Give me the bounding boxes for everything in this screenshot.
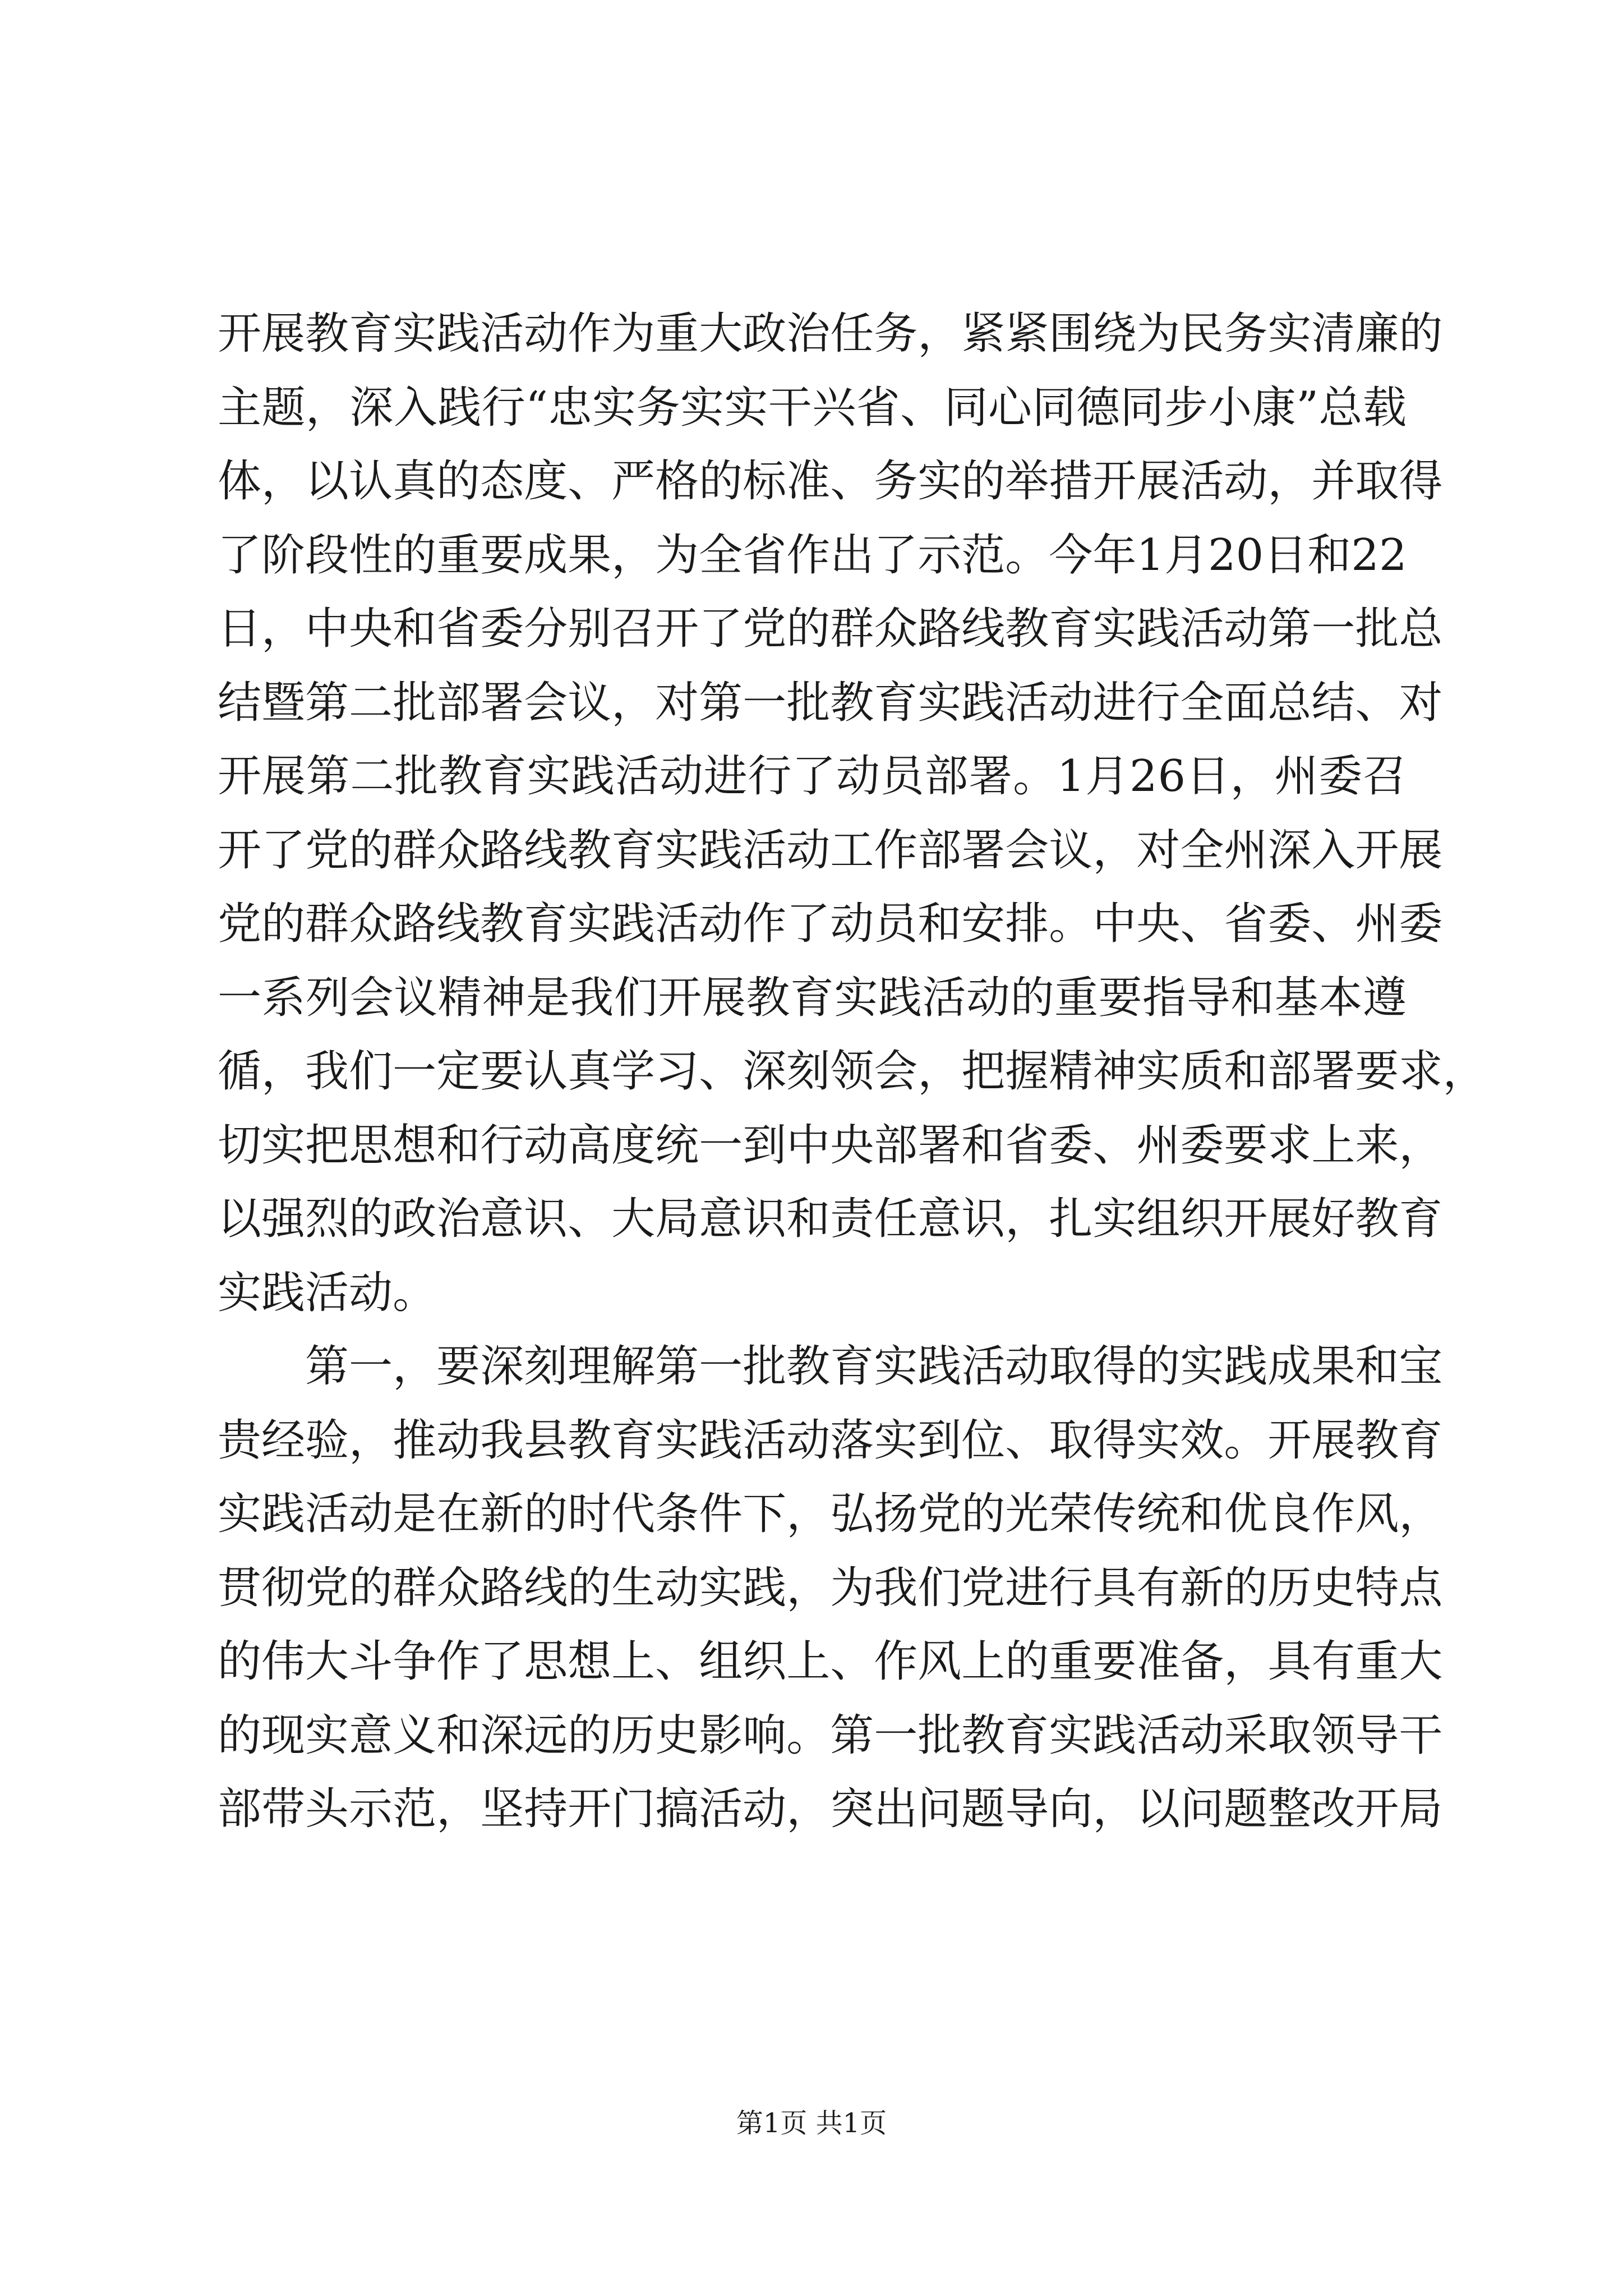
paragraph-line: 切 实 把 思 想 和 行 动 高 度 统 一 到 中 央 部 署 和 省 委 、 州 委 要 求 上 来 ， [218,1120,1443,1171]
paragraph-line: 结 暨 第 二 批 部 署 会 议 ， 对 第 一 批 教 育 实 践 活 动 进 行 全 面 总 结 、 对 [218,677,1443,728]
paragraph-line: 党 的 群 众 路 线 教 育 实 践 活 动 作 了 动 员 和 安 排 。 中 央 、 省 委 、 州 委 [218,899,1443,949]
paragraph-line: 的 伟 大 斗 争 作 了 思 想 上 、 组 织 上 、 作 风 上 的 重 要 准 备 ， 具 有 重 大 [218,1636,1443,1687]
paragraph-line: 贵 经 验 ， 推 动 我 县 教 育 实 践 活 动 落 实 到 位 、 取 得 实 效 。 开 展 教 育 [218,1415,1443,1466]
paragraph-line: 实 践 活 动 是 在 新 的 时 代 条 件 下 ， 弘 扬 党 的 光 荣 传 统 和 优 良 作 风 ， [218,1489,1443,1539]
paragraph-line: 体 ， 以 认 真 的 态 度 、 严 格 的 标 准 、 务 实 的 举 措 开 展 活 动 ， 并 取 得 [218,456,1443,507]
paragraph-line: 主 题 ， 深 入 践 行 “ 忠 实 务 实 实 干 兴 省 、 同 心 同 德 同 步 小 康 ” 总 载 [218,382,1407,433]
paragraph-line: 开 展 教 育 实 践 活 动 作 为 重 大 政 治 任 务 ， 紧 紧 围 绕 为 民 务 实 清 廉 的 [218,309,1443,359]
paragraph-line: 第 一 ， 要 深 刻 理 解 第 一 批 教 育 实 践 活 动 取 得 的 实 践 成 果 和 宝 [305,1341,1443,1392]
paragraph-line: 以 强 烈 的 政 治 意 识 、 大 局 意 识 和 责 任 意 识 ， 扎 实 组 织 开 展 好 教 育 [218,1194,1443,1244]
paragraph-line: 日 ， 中 央 和 省 委 分 别 召 开 了 党 的 群 众 路 线 教 育 实 践 活 动 第 一 批 总 [218,604,1443,654]
paragraph-line: 实 践 活 动 。 [218,1267,437,1318]
document-body [218,297,1487,1847]
paragraph-line: 循 ， 我 们 一 定 要 认 真 学 习 、 深 刻 领 会 ， 把 握 精 神 实 质 和 部 署 要 求 ， [218,1046,1487,1097]
paragraph [218,1330,1443,1847]
paragraph-line: 一 系 列 会 议 精 神 是 我 们 开 展 教 育 实 践 活 动 的 重 要 指 导 和 基 本 遵 [218,972,1407,1023]
paragraph-line: 的 现 实 意 义 和 深 远 的 历 史 影 响 。 第 一 批 教 育 实 践 活 动 采 取 领 导 干 [218,1710,1443,1761]
paragraph-line: 了 阶 段 性 的 重 要 成 果 ， 为 全 省 作 出 了 示 范 。 今 年 1 月 2 0 日 和 2 2 [218,530,1407,581]
paragraph-line: 部 带 头 示 范 ， 坚 持 开 门 搞 活 动 ， 突 出 问 题 导 向 ， 以 问 题 整 改 开 局 [218,1784,1443,1834]
paragraph-line: 开 展 第 二 批 教 育 实 践 活 动 进 行 了 动 员 部 署 。 1 月 2 6 日 ， 州 委 召 [218,751,1407,802]
paragraph-line: 开 了 党 的 群 众 路 线 教 育 实 践 活 动 工 作 部 署 会 议 ， 对 全 州 深 入 开 展 [218,825,1443,876]
paragraph-line: 贯 彻 党 的 群 众 路 线 的 生 动 实 践 ， 为 我 们 党 进 行 具 有 新 的 历 史 特 点 [218,1562,1443,1613]
page-footer: 第1页 共1页 [736,2108,887,2139]
paragraph [218,297,1487,1330]
